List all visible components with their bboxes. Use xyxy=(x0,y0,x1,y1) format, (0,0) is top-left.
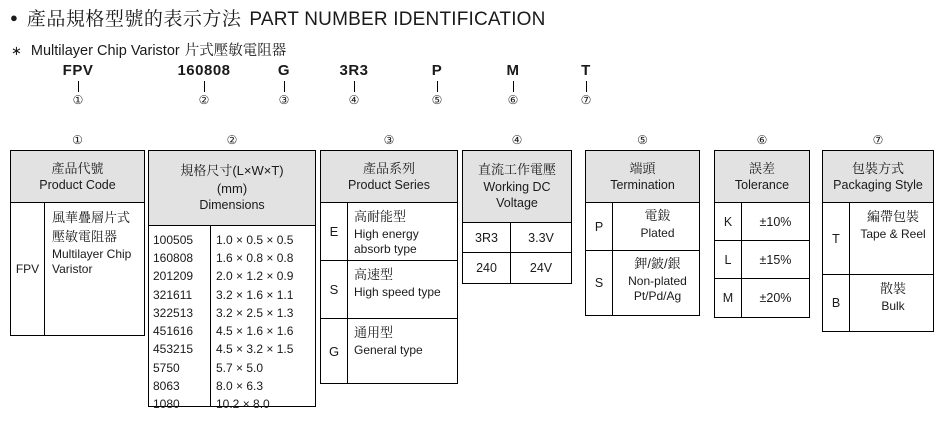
desc-en: High energy absorb type xyxy=(354,226,419,257)
tolerance-value: ±20% xyxy=(759,291,792,305)
subtitle-row xyxy=(11,39,546,60)
column-dimensions xyxy=(148,133,316,412)
list-item: 1.6 × 0.8 × 0.8 xyxy=(216,251,294,266)
list-item: 1080 xyxy=(153,397,180,412)
packaging-code: B xyxy=(823,275,850,331)
table-row xyxy=(321,261,457,319)
table-row xyxy=(823,275,933,331)
voltage-header xyxy=(463,151,571,223)
tolerance-code: L xyxy=(715,241,742,278)
page-title-cn: 產品規格型號的表示方法 xyxy=(26,9,242,30)
list-item: 3.2 × 2.5 × 1.3 xyxy=(216,305,294,320)
table-row xyxy=(463,223,571,253)
column-index: ⑦ xyxy=(872,133,884,147)
table-row xyxy=(586,251,699,315)
code-index: ⑥ xyxy=(507,93,519,107)
code-connector xyxy=(586,81,587,92)
list-item: 4.5 × 1.6 × 1.6 xyxy=(216,324,294,339)
header-cn: 直流工作電壓 xyxy=(477,162,556,178)
table-row xyxy=(715,279,809,317)
voltage-code: 3R3 xyxy=(463,223,511,252)
column-product-series xyxy=(320,133,458,384)
code-value: 3R3 xyxy=(339,62,369,79)
tolerance-code: M xyxy=(715,279,742,317)
header-en: Dimensions xyxy=(199,198,265,213)
list-item: 5.7 × 5.0 xyxy=(216,360,264,375)
series-header xyxy=(321,151,457,203)
column-index: ③ xyxy=(383,133,395,147)
desc-cn: 電鈸 xyxy=(644,208,671,223)
series-table xyxy=(320,150,458,384)
termination-desc xyxy=(613,203,699,250)
code-value: P xyxy=(431,62,443,79)
voltage-code: 240 xyxy=(463,253,511,283)
header-en: Working DC Voltage xyxy=(483,180,551,211)
desc-en: Bulk xyxy=(881,298,905,313)
column-index: ⑤ xyxy=(637,133,648,147)
asterisk-icon: ∗ xyxy=(11,43,22,58)
desc-cn: 高耐能型 xyxy=(354,209,407,224)
desc-en: Multilayer Chip Varistor xyxy=(52,246,132,277)
list-item: 321611 xyxy=(153,287,193,302)
table-row xyxy=(586,203,699,251)
list-item: 8.0 × 6.3 xyxy=(216,378,264,393)
dimensions-header xyxy=(149,151,315,226)
code-value: FPV xyxy=(62,62,94,79)
desc-en: Plated xyxy=(640,225,675,240)
code-index: ⑤ xyxy=(431,93,443,107)
column-index: ④ xyxy=(511,133,523,147)
subtitle-cn: 片式壓敏電阻器 xyxy=(184,43,287,59)
code-value: T xyxy=(581,62,591,79)
code-connector xyxy=(354,81,355,92)
table-row xyxy=(715,241,809,279)
packaging-table xyxy=(822,150,934,332)
header-en: Product Series xyxy=(348,178,430,193)
header-cn: 包裝方式 xyxy=(851,160,904,176)
list-item: 10.2 × 8.0 xyxy=(216,397,270,412)
column-working-dc-voltage xyxy=(462,133,572,284)
table-row xyxy=(321,319,457,383)
desc-cn: 通用型 xyxy=(354,325,394,340)
desc-cn: 鉀/鈹/銀 xyxy=(634,256,681,271)
voltage-value: 3.3V xyxy=(528,230,554,245)
list-item: 3.2 × 1.6 × 1.1 xyxy=(216,287,294,302)
list-item: 453215 xyxy=(153,342,194,357)
desc-en: Tape & Reel xyxy=(860,226,926,241)
list-item: 201209 xyxy=(153,269,194,284)
column-index: ① xyxy=(72,133,83,147)
code-value: 160808 xyxy=(177,62,231,79)
list-item: 4.5 × 3.2 × 1.5 xyxy=(216,342,294,357)
header-en: Product Code xyxy=(39,178,116,193)
column-index: ⑥ xyxy=(756,133,768,147)
header-en: Packaging Style xyxy=(833,178,923,193)
header-cn: 產品代號 xyxy=(51,160,104,176)
code-index: ③ xyxy=(278,93,290,107)
code-connector xyxy=(437,81,438,92)
termination-desc xyxy=(613,251,699,315)
product-code-value: FPV xyxy=(11,203,45,335)
desc-cn: 編帶包裝 xyxy=(866,209,919,224)
dimension-sizes xyxy=(211,226,315,412)
list-item: 8063 xyxy=(153,378,180,393)
code-connector xyxy=(284,81,285,92)
packaging-desc xyxy=(850,203,933,274)
code-segment-7 xyxy=(532,62,640,107)
table-row xyxy=(463,253,571,283)
column-termination xyxy=(585,133,700,316)
header-cn: 規格尺寸(L×W×T) xyxy=(180,163,284,179)
list-item: 322513 xyxy=(153,305,194,320)
series-code: G xyxy=(321,319,348,383)
tolerance-value: ±15% xyxy=(759,252,792,267)
code-segment-1 xyxy=(24,62,132,107)
list-item: 1.0 × 0.5 × 0.5 xyxy=(216,233,294,247)
product-code-header xyxy=(11,151,144,203)
series-code: E xyxy=(321,203,348,260)
list-item: 5750 xyxy=(153,360,180,375)
series-desc xyxy=(348,203,457,260)
table-row xyxy=(823,203,933,275)
column-product-code xyxy=(10,133,145,336)
code-value: G xyxy=(277,62,291,79)
header-en: Termination xyxy=(610,178,675,193)
voltage-value: 24V xyxy=(529,261,553,275)
dimensions-table xyxy=(148,150,316,412)
desc-en: High speed type xyxy=(354,284,441,299)
code-index: ④ xyxy=(348,93,360,107)
title-row xyxy=(10,4,546,31)
header-cn: 端頭 xyxy=(629,160,656,176)
tolerance-table xyxy=(714,150,810,318)
series-desc xyxy=(348,319,457,383)
tolerance-value: ±10% xyxy=(759,214,792,229)
code-value: M xyxy=(506,62,520,79)
code-index: ① xyxy=(72,93,84,107)
termination-header xyxy=(586,151,699,203)
packaging-desc xyxy=(850,275,933,331)
page-title-en: PART NUMBER IDENTIFICATION xyxy=(249,9,546,30)
termination-code: S xyxy=(586,251,613,315)
header-cn: 產品系列 xyxy=(362,160,415,176)
tolerance-header xyxy=(715,151,809,203)
series-code: S xyxy=(321,261,348,318)
product-code-table xyxy=(10,150,145,336)
product-code-desc xyxy=(45,203,144,335)
series-desc xyxy=(348,261,457,318)
desc-cn: 散裝 xyxy=(879,281,906,296)
tolerance-code: K xyxy=(715,203,742,240)
code-index: ⑦ xyxy=(580,93,592,107)
product-code-body xyxy=(11,203,144,335)
bullet-icon: ● xyxy=(10,10,18,25)
list-item: 100505 xyxy=(153,233,194,247)
subtitle-en: Multilayer Chip Varistor xyxy=(30,43,180,59)
part-number-code-row xyxy=(0,62,945,114)
dimension-codes xyxy=(149,226,211,412)
list-item: 451616 xyxy=(153,324,194,339)
list-item: 160808 xyxy=(153,251,194,266)
page-header xyxy=(10,4,546,60)
desc-cn: 風華疊層片式壓敏電阻器 xyxy=(52,210,131,244)
code-index: ② xyxy=(198,93,210,107)
code-connector xyxy=(78,81,79,92)
termination-code: P xyxy=(586,203,613,250)
column-packaging-style xyxy=(822,133,934,332)
header-en: Tolerance xyxy=(734,178,790,193)
desc-cn: 高速型 xyxy=(354,267,394,282)
dimensions-body xyxy=(149,226,315,412)
packaging-code: T xyxy=(823,203,850,274)
code-connector xyxy=(204,81,205,92)
desc-en: Non-plated Pt/Pd/Ag xyxy=(628,273,687,304)
code-connector xyxy=(513,81,514,92)
header-unit: (mm) xyxy=(216,180,248,196)
column-tolerance xyxy=(714,133,810,318)
table-row xyxy=(321,203,457,261)
table-row xyxy=(715,203,809,241)
list-item: 2.0 × 1.2 × 0.9 xyxy=(216,269,294,284)
desc-en: General type xyxy=(354,342,423,357)
voltage-table xyxy=(462,150,572,284)
header-cn: 誤差 xyxy=(748,160,775,176)
termination-table xyxy=(585,150,700,316)
column-index: ② xyxy=(226,133,238,147)
packaging-header xyxy=(823,151,933,203)
